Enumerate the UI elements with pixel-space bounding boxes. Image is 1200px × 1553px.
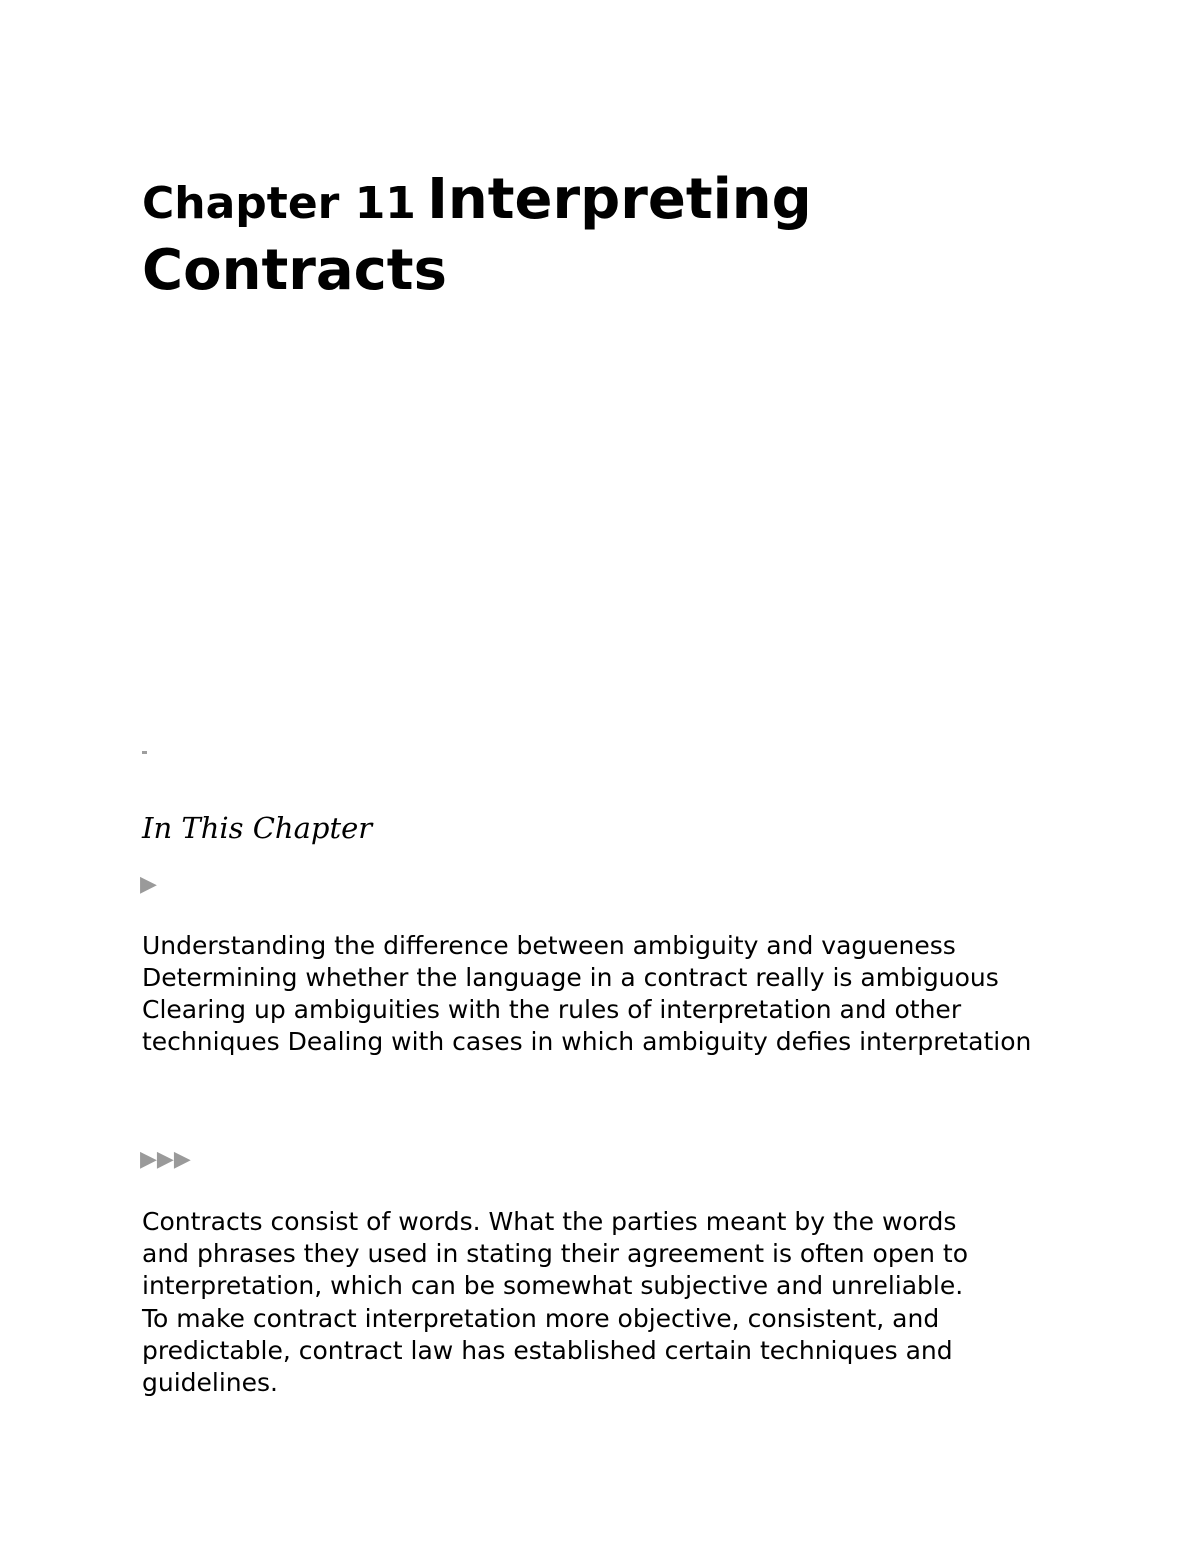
triangle-arrow-icon: ▶	[140, 872, 157, 897]
paragraph-line: Contracts consist of words. What the parties meant by the words	[142, 1207, 957, 1236]
paragraph-line: and phrases they used in stating their agreement is often open to	[142, 1239, 968, 1269]
paragraph-line: predictable, contract law has established certain techniques and	[142, 1335, 953, 1365]
section-heading: In This Chapter	[142, 811, 373, 845]
paragraph-line: guidelines.	[142, 1368, 278, 1398]
triple-arrow-icon: ▶▶▶	[140, 1147, 191, 1172]
list-item: Understanding the difference between ambiguity and vagueness	[142, 931, 956, 960]
divider-mark	[142, 751, 147, 754]
list-item: Clearing up ambiguities with the rules of interpretation and other techniques Dealing with cases in which ambiguity defies interpretation	[142, 995, 1032, 1056]
chapter-label: Chapter 11	[142, 178, 416, 229]
paragraph-line: interpretation, which can be somewhat subjective and unreliable.	[142, 1271, 964, 1301]
chapter-name: Interpreting Contracts	[142, 167, 812, 303]
chapter-title	[142, 168, 1102, 310]
list-item: Determining whether the language in a contract really is ambiguous	[142, 963, 999, 992]
chapter-topics-list	[142, 930, 1062, 1058]
intro-paragraph	[142, 1206, 1067, 1399]
paragraph-line: To make contract interpretation more objective, consistent, and	[142, 1303, 940, 1333]
